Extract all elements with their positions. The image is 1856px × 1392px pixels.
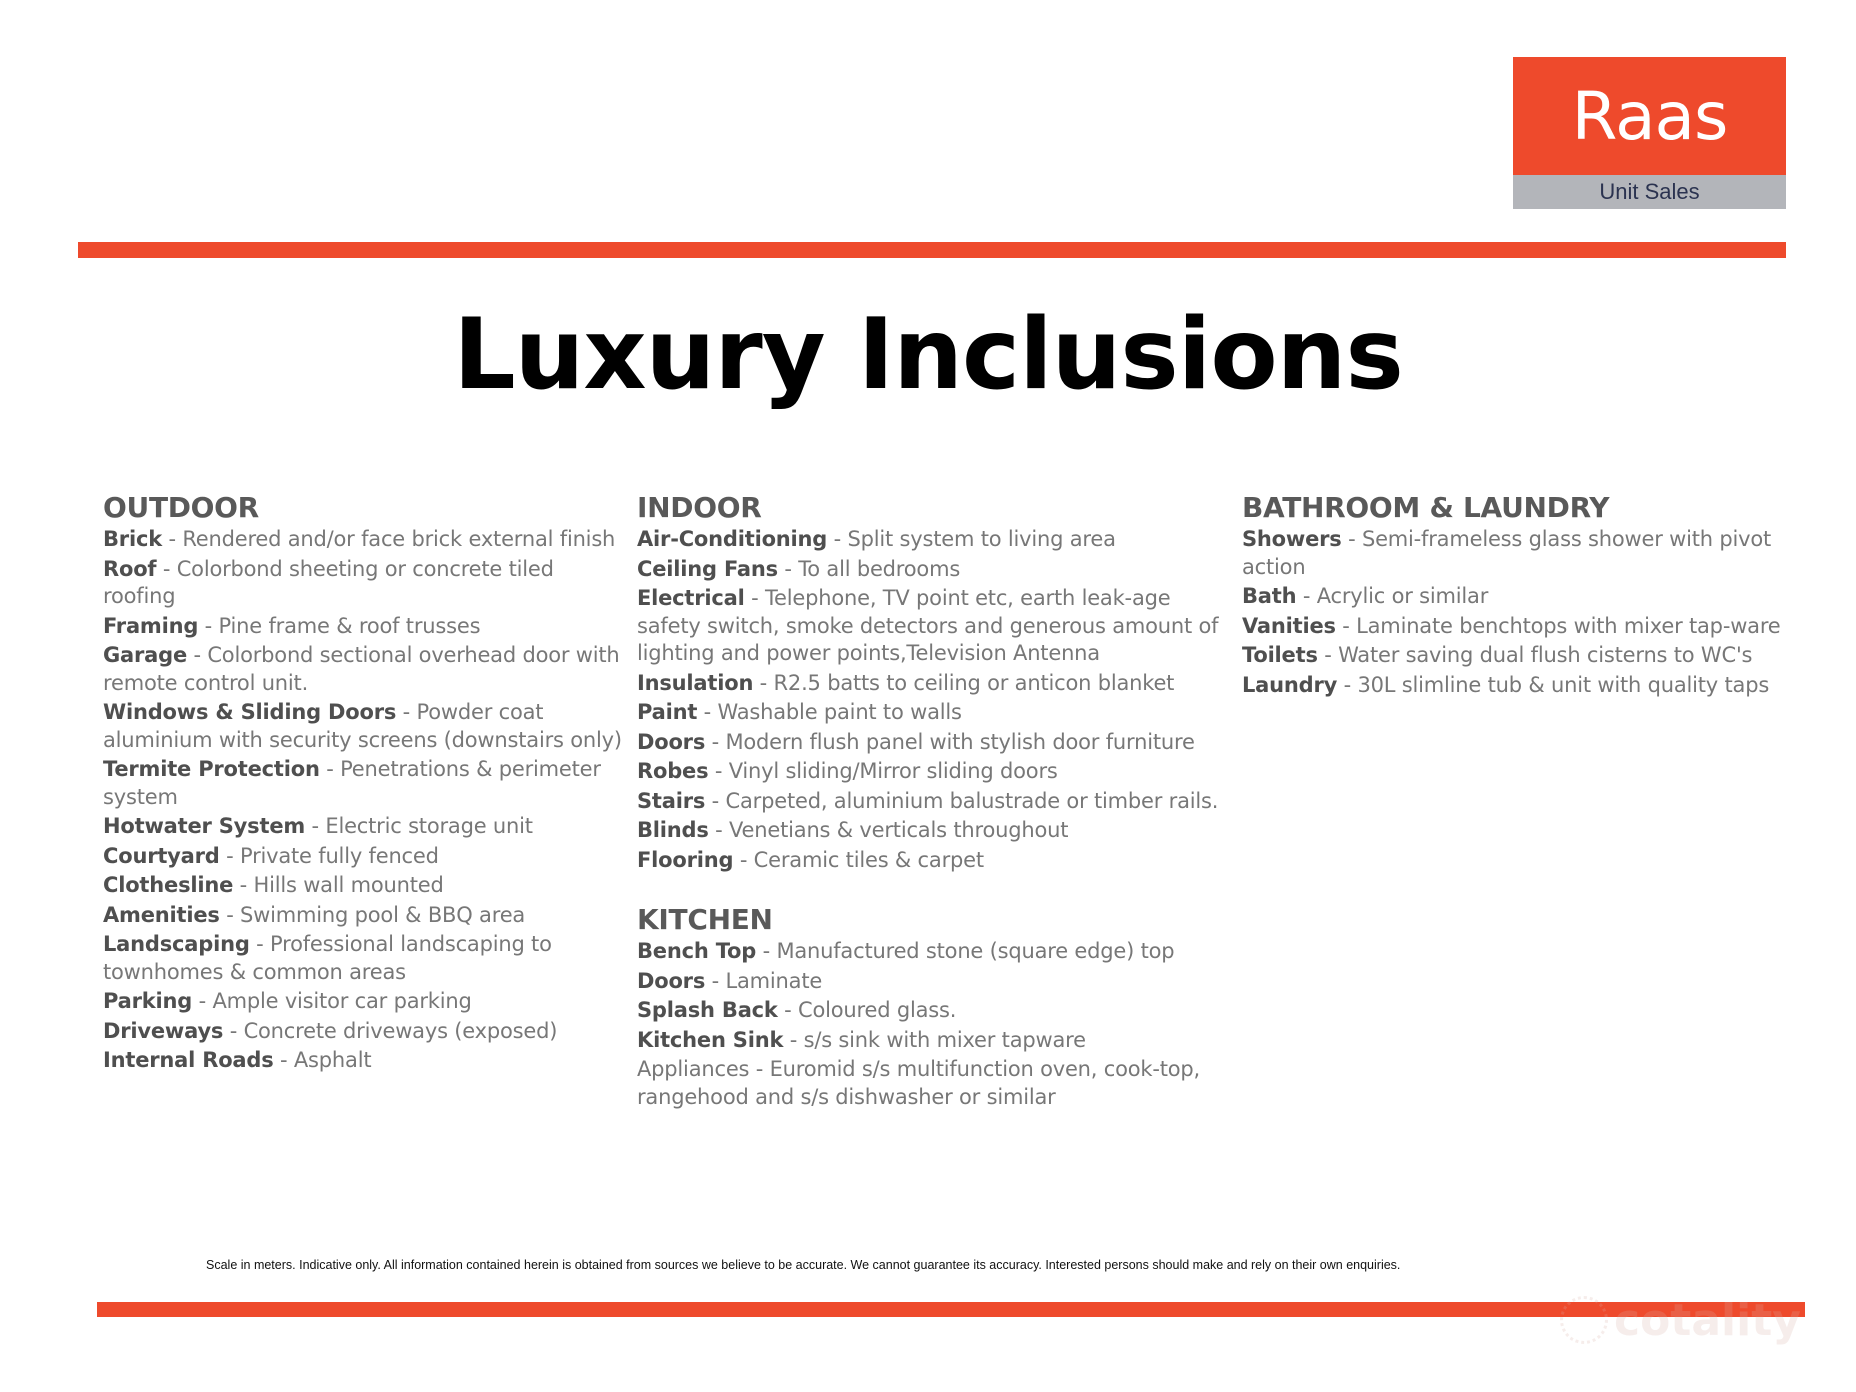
inclusion-description: - Asphalt (273, 1048, 372, 1072)
inclusion-item (637, 585, 1227, 668)
inclusion-item (1242, 642, 1802, 670)
bathroom-laundry-heading: BATHROOM & LAUNDRY (1242, 491, 1610, 524)
inclusion-description: - Acrylic or similar (1296, 584, 1489, 608)
inclusion-label: Driveways (103, 1018, 224, 1043)
inclusion-label: Flooring (637, 847, 734, 872)
inclusion-label: Electrical (637, 586, 745, 610)
inclusion-label: Termite Protection (103, 757, 320, 781)
inclusion-item (103, 988, 623, 1016)
inclusion-item (103, 843, 623, 871)
watermark-text: cotality (1614, 1294, 1801, 1346)
inclusion-label: Doors (637, 729, 706, 754)
inclusion-description: - Hills wall mounted (233, 873, 444, 897)
inclusion-description: - 30L slimline tub & unit with quality taps (1337, 672, 1770, 697)
inclusion-item (637, 997, 1227, 1025)
inclusion-description: Appliances - Euromid s/s multifunction oven, cook-top, rangehood and s/s dishwasher or similar (637, 1057, 1200, 1109)
inclusion-item (103, 526, 623, 554)
inclusion-description: - Water saving dual flush cisterns to WC's (1317, 643, 1753, 667)
inclusion-label: Clothesline (103, 873, 234, 897)
inclusion-label: Laundry (1242, 672, 1338, 697)
inclusion-label: Kitchen Sink (637, 1027, 784, 1052)
indoor-column (637, 490, 1227, 1113)
inclusion-label: Stairs (637, 788, 706, 813)
outdoor-heading: OUTDOOR (103, 491, 259, 524)
top-divider (78, 242, 1786, 258)
inclusion-description: - Rendered and/or face brick external finish (161, 527, 616, 551)
inclusion-item (103, 613, 623, 641)
inclusion-item (637, 968, 1227, 996)
inclusion-description: - Split system to living area (827, 527, 1116, 551)
inclusion-description: - Ceramic tiles & carpet (733, 847, 984, 872)
outdoor-list (103, 526, 623, 1075)
inclusion-item (103, 872, 623, 900)
inclusion-description: - Washable paint to walls (697, 700, 962, 724)
inclusion-label: Showers (1242, 527, 1342, 551)
inclusion-item (1242, 526, 1802, 581)
inclusion-item (103, 902, 623, 930)
inclusion-description: - To all bedrooms (777, 556, 961, 581)
cotality-watermark (1560, 1290, 1810, 1350)
inclusion-label: Roof (103, 556, 157, 581)
inclusion-label: Vanities (1242, 613, 1336, 638)
inclusion-description: - Venetians & verticals throughout (708, 818, 1069, 842)
inclusion-item (637, 817, 1227, 845)
inclusion-item (637, 729, 1227, 757)
inclusion-item (637, 1056, 1227, 1111)
inclusion-item (637, 847, 1227, 875)
inclusion-item (637, 1027, 1227, 1055)
inclusion-label: Garage (103, 643, 188, 667)
inclusion-item (103, 1018, 623, 1046)
inclusion-label: Doors (637, 968, 706, 993)
inclusion-description: - Colorbond sectional overhead door with remote control unit. (103, 643, 620, 695)
inclusion-item (103, 642, 623, 697)
inclusion-item (637, 758, 1227, 786)
indoor-heading: INDOOR (637, 491, 762, 524)
inclusion-description: - Colorbond sheeting or concrete tiled roofing (103, 556, 554, 608)
outdoor-column (103, 490, 623, 1077)
inclusion-label: Amenities (103, 902, 220, 927)
inclusion-description: - Electric storage unit (305, 814, 533, 838)
inclusion-description: - Coloured glass. (777, 998, 957, 1022)
inclusion-description: - Professional landscaping to townhomes & common areas (103, 932, 552, 984)
raas-logo (1513, 57, 1786, 209)
inclusion-description: - Modern flush panel with stylish door furniture (705, 729, 1195, 754)
inclusion-item (637, 699, 1227, 727)
inclusion-label: Splash Back (637, 998, 778, 1022)
inclusion-item (103, 699, 623, 754)
inclusion-item (103, 931, 623, 986)
inclusion-item (637, 788, 1227, 816)
inclusion-label: Air-Conditioning (637, 527, 828, 551)
inclusion-description: - Ample visitor car parking (192, 989, 472, 1013)
inclusion-label: Toilets (1242, 643, 1318, 667)
inclusion-label: Bath (1242, 584, 1297, 608)
inclusion-item (637, 670, 1227, 698)
inclusion-description: - Powder coat aluminium with security screens (downstairs only) (103, 700, 622, 752)
inclusion-label: Hotwater System (103, 814, 306, 838)
inclusion-label: Insulation (637, 670, 754, 695)
inclusion-description: - Manufactured stone (square edge) top (756, 939, 1175, 963)
kitchen-list (637, 938, 1227, 1111)
inclusion-label: Windows & Sliding Doors (103, 700, 397, 724)
disclaimer-text: Scale in meters. Indicative only. All information contained herein is obtained from sources we believe to be accurate. We cannot guarantee its accuracy. Interested persons should make and rely on their own enquiries. (206, 1258, 1401, 1272)
inclusion-label: Framing (103, 613, 199, 638)
inclusion-description: - Vinyl sliding/Mirror sliding doors (708, 759, 1058, 783)
inclusion-label: Ceiling Fans (637, 556, 778, 581)
inclusion-description: - Private fully fenced (219, 843, 439, 868)
logo-tagline: Unit Sales (1513, 175, 1786, 209)
inclusion-label: Internal Roads (103, 1048, 274, 1072)
inclusion-description: - Semi-frameless glass shower with pivot action (1242, 527, 1772, 579)
bathroom-laundry-list (1242, 526, 1802, 699)
inclusion-label: Paint (637, 700, 698, 724)
inclusion-label: Courtyard (103, 843, 220, 868)
inclusion-description: - Penetrations & perimeter system (103, 757, 601, 809)
indoor-list (637, 526, 1227, 874)
inclusion-item (1242, 613, 1802, 641)
inclusion-label: Robes (637, 759, 709, 783)
inclusion-item (103, 1047, 623, 1075)
inclusion-description: - R2.5 batts to ceiling or anticon blanket (753, 670, 1175, 695)
inclusion-item (637, 938, 1227, 966)
watermark-logo-icon (1560, 1296, 1608, 1344)
inclusion-description: - Swimming pool & BBQ area (219, 902, 526, 927)
inclusion-description: - s/s sink with mixer tapware (783, 1027, 1086, 1052)
inclusion-item (103, 756, 623, 811)
bathroom-laundry-column (1242, 490, 1802, 701)
inclusion-item (103, 813, 623, 841)
logo-wordmark: Raas (1513, 57, 1786, 175)
inclusion-description: - Concrete driveways (exposed) (223, 1018, 558, 1043)
bottom-divider (97, 1302, 1805, 1317)
inclusion-item (637, 556, 1227, 584)
inclusion-label: Brick (103, 527, 162, 551)
inclusion-label: Parking (103, 989, 193, 1013)
inclusion-label: Blinds (637, 818, 709, 842)
inclusion-label: Bench Top (637, 939, 757, 963)
inclusion-label: Landscaping (103, 932, 250, 956)
inclusion-description: - Telephone, TV point etc, earth leak-age safety switch, smoke detectors and generous amount of lighting and power points,Television Antenna (637, 586, 1219, 665)
inclusion-item (1242, 583, 1802, 611)
inclusion-description: - Pine frame & roof trusses (198, 613, 481, 638)
inclusion-item (637, 526, 1227, 554)
inclusion-description: - Laminate (705, 968, 823, 993)
inclusion-description: - Laminate benchtops with mixer tap-ware (1335, 613, 1781, 638)
kitchen-heading: KITCHEN (637, 903, 773, 936)
inclusion-description: - Carpeted, aluminium balustrade or timber rails. (705, 788, 1219, 813)
inclusion-item (103, 556, 623, 611)
inclusion-item (1242, 672, 1802, 700)
page-title: Luxury Inclusions (453, 298, 1403, 412)
